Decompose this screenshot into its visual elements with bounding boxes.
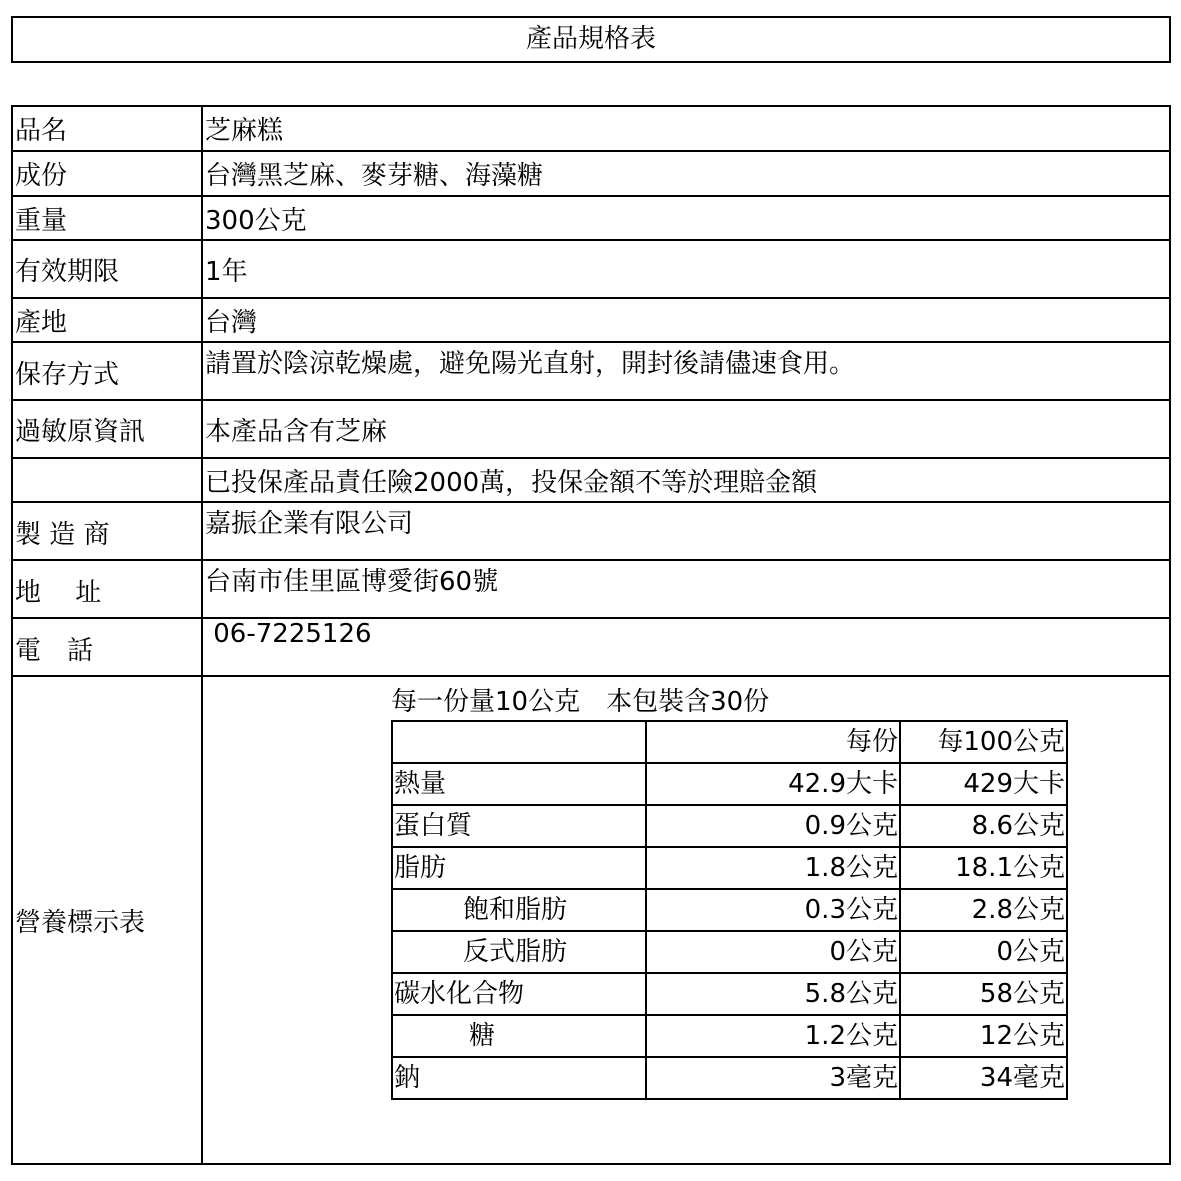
per-serving-value: 42.9大卡 <box>646 763 900 805</box>
spec-row-phone <box>12 618 1170 676</box>
spec-label <box>12 458 202 502</box>
spec-value: 本產品含有芝麻 <box>202 400 1170 458</box>
spec-row-manufacturer <box>12 502 1170 560</box>
spec-row-allergen <box>12 400 1170 458</box>
spec-row-origin <box>12 298 1170 342</box>
nutrition-row <box>392 805 1067 847</box>
nutrient-name: 飽和脂肪 <box>392 889 646 931</box>
spec-row-address <box>12 560 1170 618</box>
spec-value: 06-7225126 <box>202 618 1170 676</box>
per-serving-value: 0公克 <box>646 931 900 973</box>
per-100g-value: 12公克 <box>900 1015 1067 1057</box>
spec-value: 300公克 <box>202 196 1170 240</box>
nutrient-name: 熱量 <box>392 763 646 805</box>
nutrient-name: 鈉 <box>392 1057 646 1099</box>
spec-value: 已投保產品責任險2000萬，投保金額不等於理賠金額 <box>202 458 1170 502</box>
nutrition-cell <box>202 676 1170 1164</box>
spec-label: 成份 <box>12 151 202 196</box>
spec-row-shelf-life <box>12 240 1170 298</box>
spec-label: 過敏原資訊 <box>12 400 202 458</box>
spec-label: 保存方式 <box>12 342 202 400</box>
nutrition-header: 每100公克 <box>900 721 1067 763</box>
nutrient-name: 碳水化合物 <box>392 973 646 1015</box>
spec-value: 嘉振企業有限公司 <box>202 502 1170 560</box>
per-100g-value: 2.8公克 <box>900 889 1067 931</box>
per-serving-value: 0.3公克 <box>646 889 900 931</box>
nutrition-header: 每份 <box>646 721 900 763</box>
nutrition-row <box>392 973 1067 1015</box>
nutrition-row <box>392 889 1067 931</box>
spec-value: 請置於陰涼乾燥處，避免陽光直射，開封後請儘速食用。 <box>202 342 1170 400</box>
spec-label: 產地 <box>12 298 202 342</box>
serving-info: 每一份量10公克 本包裝含30份 <box>391 687 770 717</box>
spec-value: 芝麻糕 <box>202 106 1170 151</box>
nutrition-table <box>391 720 1068 1100</box>
per-100g-value: 34毫克 <box>900 1057 1067 1099</box>
nutrition-row <box>392 847 1067 889</box>
spec-value: 台灣黑芝麻、麥芽糖、海藻糖 <box>202 151 1170 196</box>
nutrient-name: 反式脂肪 <box>392 931 646 973</box>
page-title: 產品規格表 <box>11 16 1171 63</box>
per-100g-value: 58公克 <box>900 973 1067 1015</box>
spec-label: 地 址 <box>12 560 202 618</box>
spec-row-ingredients <box>12 151 1170 196</box>
spec-row-insurance <box>12 458 1170 502</box>
per-100g-value: 18.1公克 <box>900 847 1067 889</box>
nutrition-row <box>392 931 1067 973</box>
spec-row-name <box>12 106 1170 151</box>
nutrition-label: 營養標示表 <box>12 676 202 1164</box>
nutrient-name: 蛋白質 <box>392 805 646 847</box>
spec-label: 品名 <box>12 106 202 151</box>
spec-value: 台南市佳里區博愛街60號 <box>202 560 1170 618</box>
spec-row-storage <box>12 342 1170 400</box>
per-serving-value: 0.9公克 <box>646 805 900 847</box>
nutrient-name: 脂肪 <box>392 847 646 889</box>
spec-table <box>11 105 1171 1165</box>
nutrition-header <box>392 721 646 763</box>
per-serving-value: 5.8公克 <box>646 973 900 1015</box>
per-100g-value: 8.6公克 <box>900 805 1067 847</box>
nutrition-row <box>392 1015 1067 1057</box>
per-serving-value: 3毫克 <box>646 1057 900 1099</box>
per-100g-value: 429大卡 <box>900 763 1067 805</box>
nutrition-header-row <box>392 721 1067 763</box>
spec-label: 製 造 商 <box>12 502 202 560</box>
nutrient-name: 糖 <box>392 1015 646 1057</box>
nutrition-row <box>392 763 1067 805</box>
spec-value: 台灣 <box>202 298 1170 342</box>
per-100g-value: 0公克 <box>900 931 1067 973</box>
spec-label: 重量 <box>12 196 202 240</box>
per-serving-value: 1.8公克 <box>646 847 900 889</box>
spec-row-weight <box>12 196 1170 240</box>
per-serving-value: 1.2公克 <box>646 1015 900 1057</box>
spec-value: 1年 <box>202 240 1170 298</box>
nutrition-row <box>392 1057 1067 1099</box>
spec-label: 電 話 <box>12 618 202 676</box>
spec-row-nutrition <box>12 676 1170 1164</box>
spec-label: 有效期限 <box>12 240 202 298</box>
